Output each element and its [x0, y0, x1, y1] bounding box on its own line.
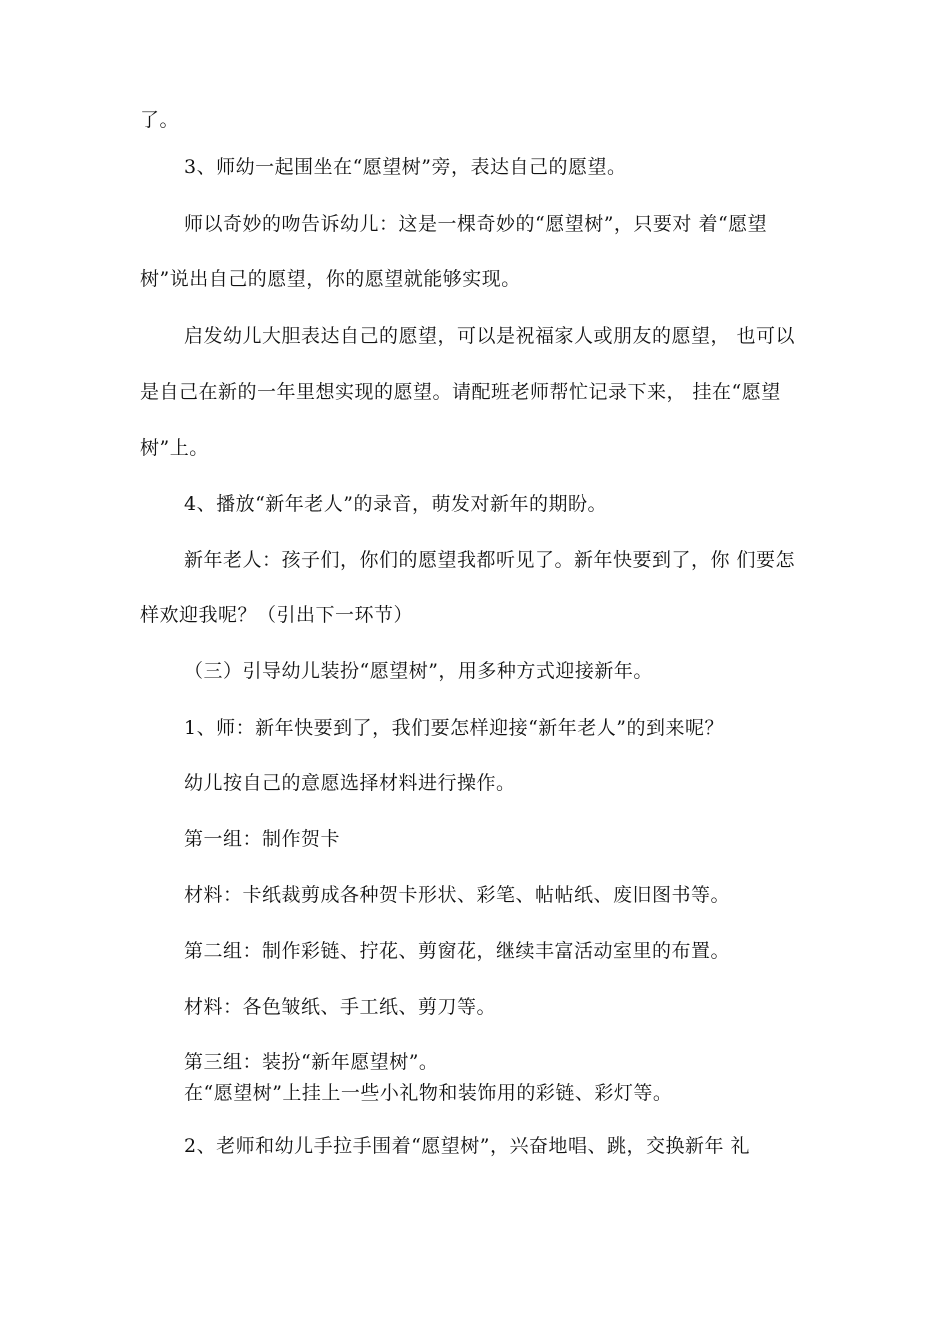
text-line: 是自己在新的一年里想实现的愿望。请配班老师帮忙记录下来， 挂在“愿望 — [140, 381, 781, 403]
text-line: 了。 — [140, 109, 180, 131]
text-line: 样欢迎我呢？（引出下一环节） — [140, 604, 414, 626]
text-line: 第二组：制作彩链、拧花、剪窗花，继续丰富活动室里的布置。 — [184, 940, 731, 962]
text-line: 2、老师和幼儿手拉手围着“愿望树”，兴奋地唱、跳，交换新年 礼 — [184, 1135, 751, 1157]
text-line: 树”上。 — [140, 437, 209, 459]
text-line: 材料：各色皱纸、手工纸、剪刀等。 — [184, 996, 497, 1018]
text-line: 新年老人：孩子们，你们的愿望我都听见了。新年快要到了，你 们要怎 — [184, 549, 796, 571]
section-heading: （三）引导幼儿装扮“愿望树”，用多种方式迎接新年。 — [184, 660, 653, 682]
text-line: 在“愿望树”上挂上一些小礼物和装饰用的彩链、彩灯等。 — [184, 1082, 673, 1104]
text-line: 幼儿按自己的意愿选择材料进行操作。 — [184, 772, 516, 794]
text-line: 启发幼儿大胆表达自己的愿望，可以是祝福家人或朋友的愿望， 也可以 — [184, 325, 796, 347]
text-line: 1、师：新年快要到了，我们要怎样迎接“新年老人”的到来呢？ — [184, 717, 725, 739]
text-line: 4、播放“新年老人”的录音，萌发对新年的期盼。 — [184, 493, 608, 515]
text-line: 树”说出自己的愿望，你的愿望就能够实现。 — [140, 268, 521, 290]
text-line: 材料：卡纸裁剪成各种贺卡形状、彩笔、帖帖纸、废旧图书等。 — [184, 884, 731, 906]
text-line: 第三组：装扮“新年愿望树”。 — [184, 1051, 439, 1073]
text-line: 3、师幼一起围坐在“愿望树”旁，表达自己的愿望。 — [184, 156, 627, 178]
text-line: 第一组：制作贺卡 — [184, 828, 341, 850]
text-line: 师以奇妙的吻告诉幼儿：这是一棵奇妙的“愿望树”，只要对 着“愿望 — [184, 213, 768, 235]
